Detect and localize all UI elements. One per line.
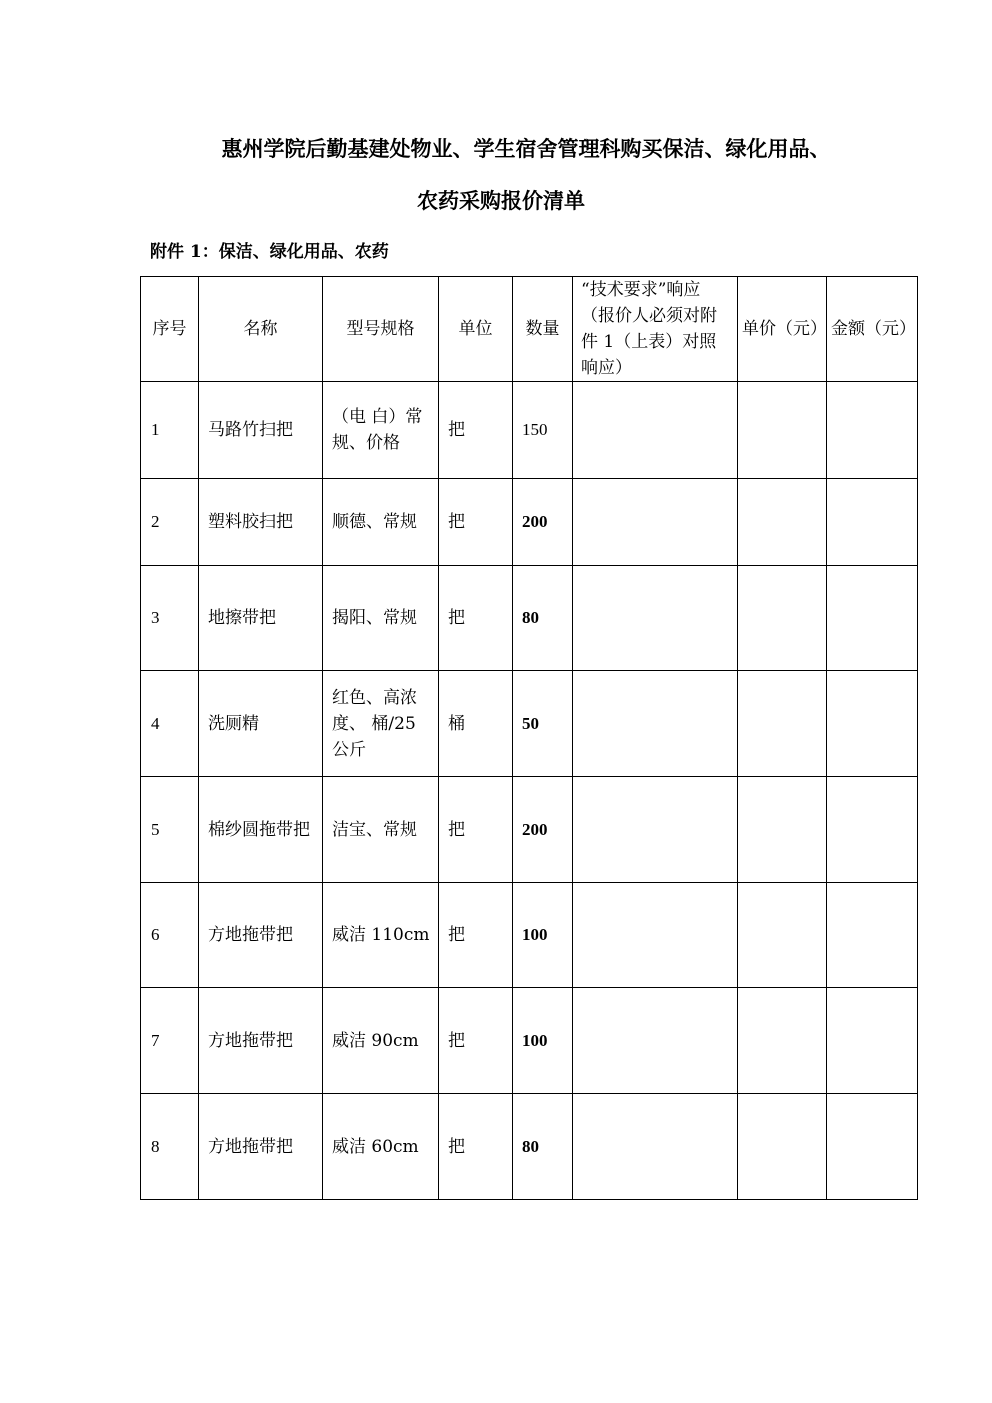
row-quantity: 200 <box>513 777 573 883</box>
row-amount-cell[interactable] <box>827 777 918 883</box>
row-unit: 桶 <box>439 671 513 777</box>
row-name: 塑料胶扫把 <box>199 479 323 566</box>
row-unit: 把 <box>439 566 513 671</box>
row-spec: 洁宝、常规 <box>323 777 439 883</box>
row-unit-price-cell[interactable] <box>738 566 827 671</box>
attachment-subtitle: 附件 1：保洁、绿化用品、农药 <box>150 242 389 262</box>
row-name: 马路竹扫把 <box>199 382 323 479</box>
row-requirement-cell[interactable] <box>573 1094 738 1200</box>
row-requirement-cell[interactable] <box>573 566 738 671</box>
table-row <box>141 988 918 1094</box>
header-amount: 金额（元） <box>827 277 918 382</box>
row-spec: 威洁 90cm <box>323 988 439 1094</box>
row-amount-cell[interactable] <box>827 883 918 988</box>
row-unit: 把 <box>439 479 513 566</box>
row-spec: 威洁 60cm <box>323 1094 439 1200</box>
row-requirement-cell[interactable] <box>573 671 738 777</box>
header-unit: 单位 <box>439 277 513 382</box>
row-amount-cell[interactable] <box>827 566 918 671</box>
row-requirement-cell[interactable] <box>573 382 738 479</box>
header-quantity: 数量 <box>513 277 573 382</box>
document-title-line-1: 惠州学院后勤基建处物业、学生宿舍管理科购买保洁、绿化用品、 <box>221 136 831 161</box>
row-quantity: 100 <box>513 988 573 1094</box>
header-name: 名称 <box>199 277 323 382</box>
row-unit-price-cell[interactable] <box>738 777 827 883</box>
row-quantity: 100 <box>513 883 573 988</box>
row-seq: 2 <box>141 479 199 566</box>
row-requirement-cell[interactable] <box>573 883 738 988</box>
table-row <box>141 382 918 479</box>
row-name: 洗厕精 <box>199 671 323 777</box>
row-unit-price-cell[interactable] <box>738 988 827 1094</box>
table-row <box>141 777 918 883</box>
header-unit-price: 单价（元） <box>738 277 827 382</box>
row-unit: 把 <box>439 988 513 1094</box>
row-unit-price-cell[interactable] <box>738 382 827 479</box>
row-amount-cell[interactable] <box>827 671 918 777</box>
row-unit: 把 <box>439 1094 513 1200</box>
row-name: 棉纱圆拖带把 <box>199 777 323 883</box>
row-seq: 3 <box>141 566 199 671</box>
row-amount-cell[interactable] <box>827 1094 918 1200</box>
row-unit: 把 <box>439 777 513 883</box>
row-unit-price-cell[interactable] <box>738 671 827 777</box>
header-seq: 序号 <box>141 277 199 382</box>
row-spec: 红色、高浓度、 桶/25 公斤 <box>323 671 439 777</box>
row-spec: 顺德、常规 <box>323 479 439 566</box>
row-requirement-cell[interactable] <box>573 479 738 566</box>
row-requirement-cell[interactable] <box>573 988 738 1094</box>
row-unit-price-cell[interactable] <box>738 1094 827 1200</box>
row-quantity: 80 <box>513 1094 573 1200</box>
table-row <box>141 883 918 988</box>
row-amount-cell[interactable] <box>827 988 918 1094</box>
row-requirement-cell[interactable] <box>573 777 738 883</box>
header-spec: 型号规格 <box>323 277 439 382</box>
row-name: 方地拖带把 <box>199 883 323 988</box>
row-spec: （电 白）常规、价格 <box>323 382 439 479</box>
row-quantity: 200 <box>513 479 573 566</box>
row-name: 地擦带把 <box>199 566 323 671</box>
row-name: 方地拖带把 <box>199 988 323 1094</box>
row-amount-cell[interactable] <box>827 479 918 566</box>
row-spec: 威洁 110cm <box>323 883 439 988</box>
row-seq: 8 <box>141 1094 199 1200</box>
row-seq: 5 <box>141 777 199 883</box>
table-row <box>141 479 918 566</box>
row-seq: 1 <box>141 382 199 479</box>
header-requirement-response: “技术要求”响应（报价人必须对附件 1（上表）对照响应） <box>573 277 738 382</box>
row-unit-price-cell[interactable] <box>738 883 827 988</box>
document-title-line-2: 农药采购报价清单 <box>417 188 585 213</box>
table-row <box>141 671 918 777</box>
table-row <box>141 566 918 671</box>
row-spec: 揭阳、常规 <box>323 566 439 671</box>
row-unit: 把 <box>439 883 513 988</box>
row-seq: 4 <box>141 671 199 777</box>
row-seq: 6 <box>141 883 199 988</box>
row-unit-price-cell[interactable] <box>738 479 827 566</box>
row-name: 方地拖带把 <box>199 1094 323 1200</box>
table-header-row <box>141 277 918 382</box>
row-quantity: 50 <box>513 671 573 777</box>
row-amount-cell[interactable] <box>827 382 918 479</box>
table-row <box>141 1094 918 1200</box>
row-seq: 7 <box>141 988 199 1094</box>
quotation-table <box>140 276 918 1200</box>
row-unit: 把 <box>439 382 513 479</box>
row-quantity: 150 <box>513 382 573 479</box>
row-quantity: 80 <box>513 566 573 671</box>
